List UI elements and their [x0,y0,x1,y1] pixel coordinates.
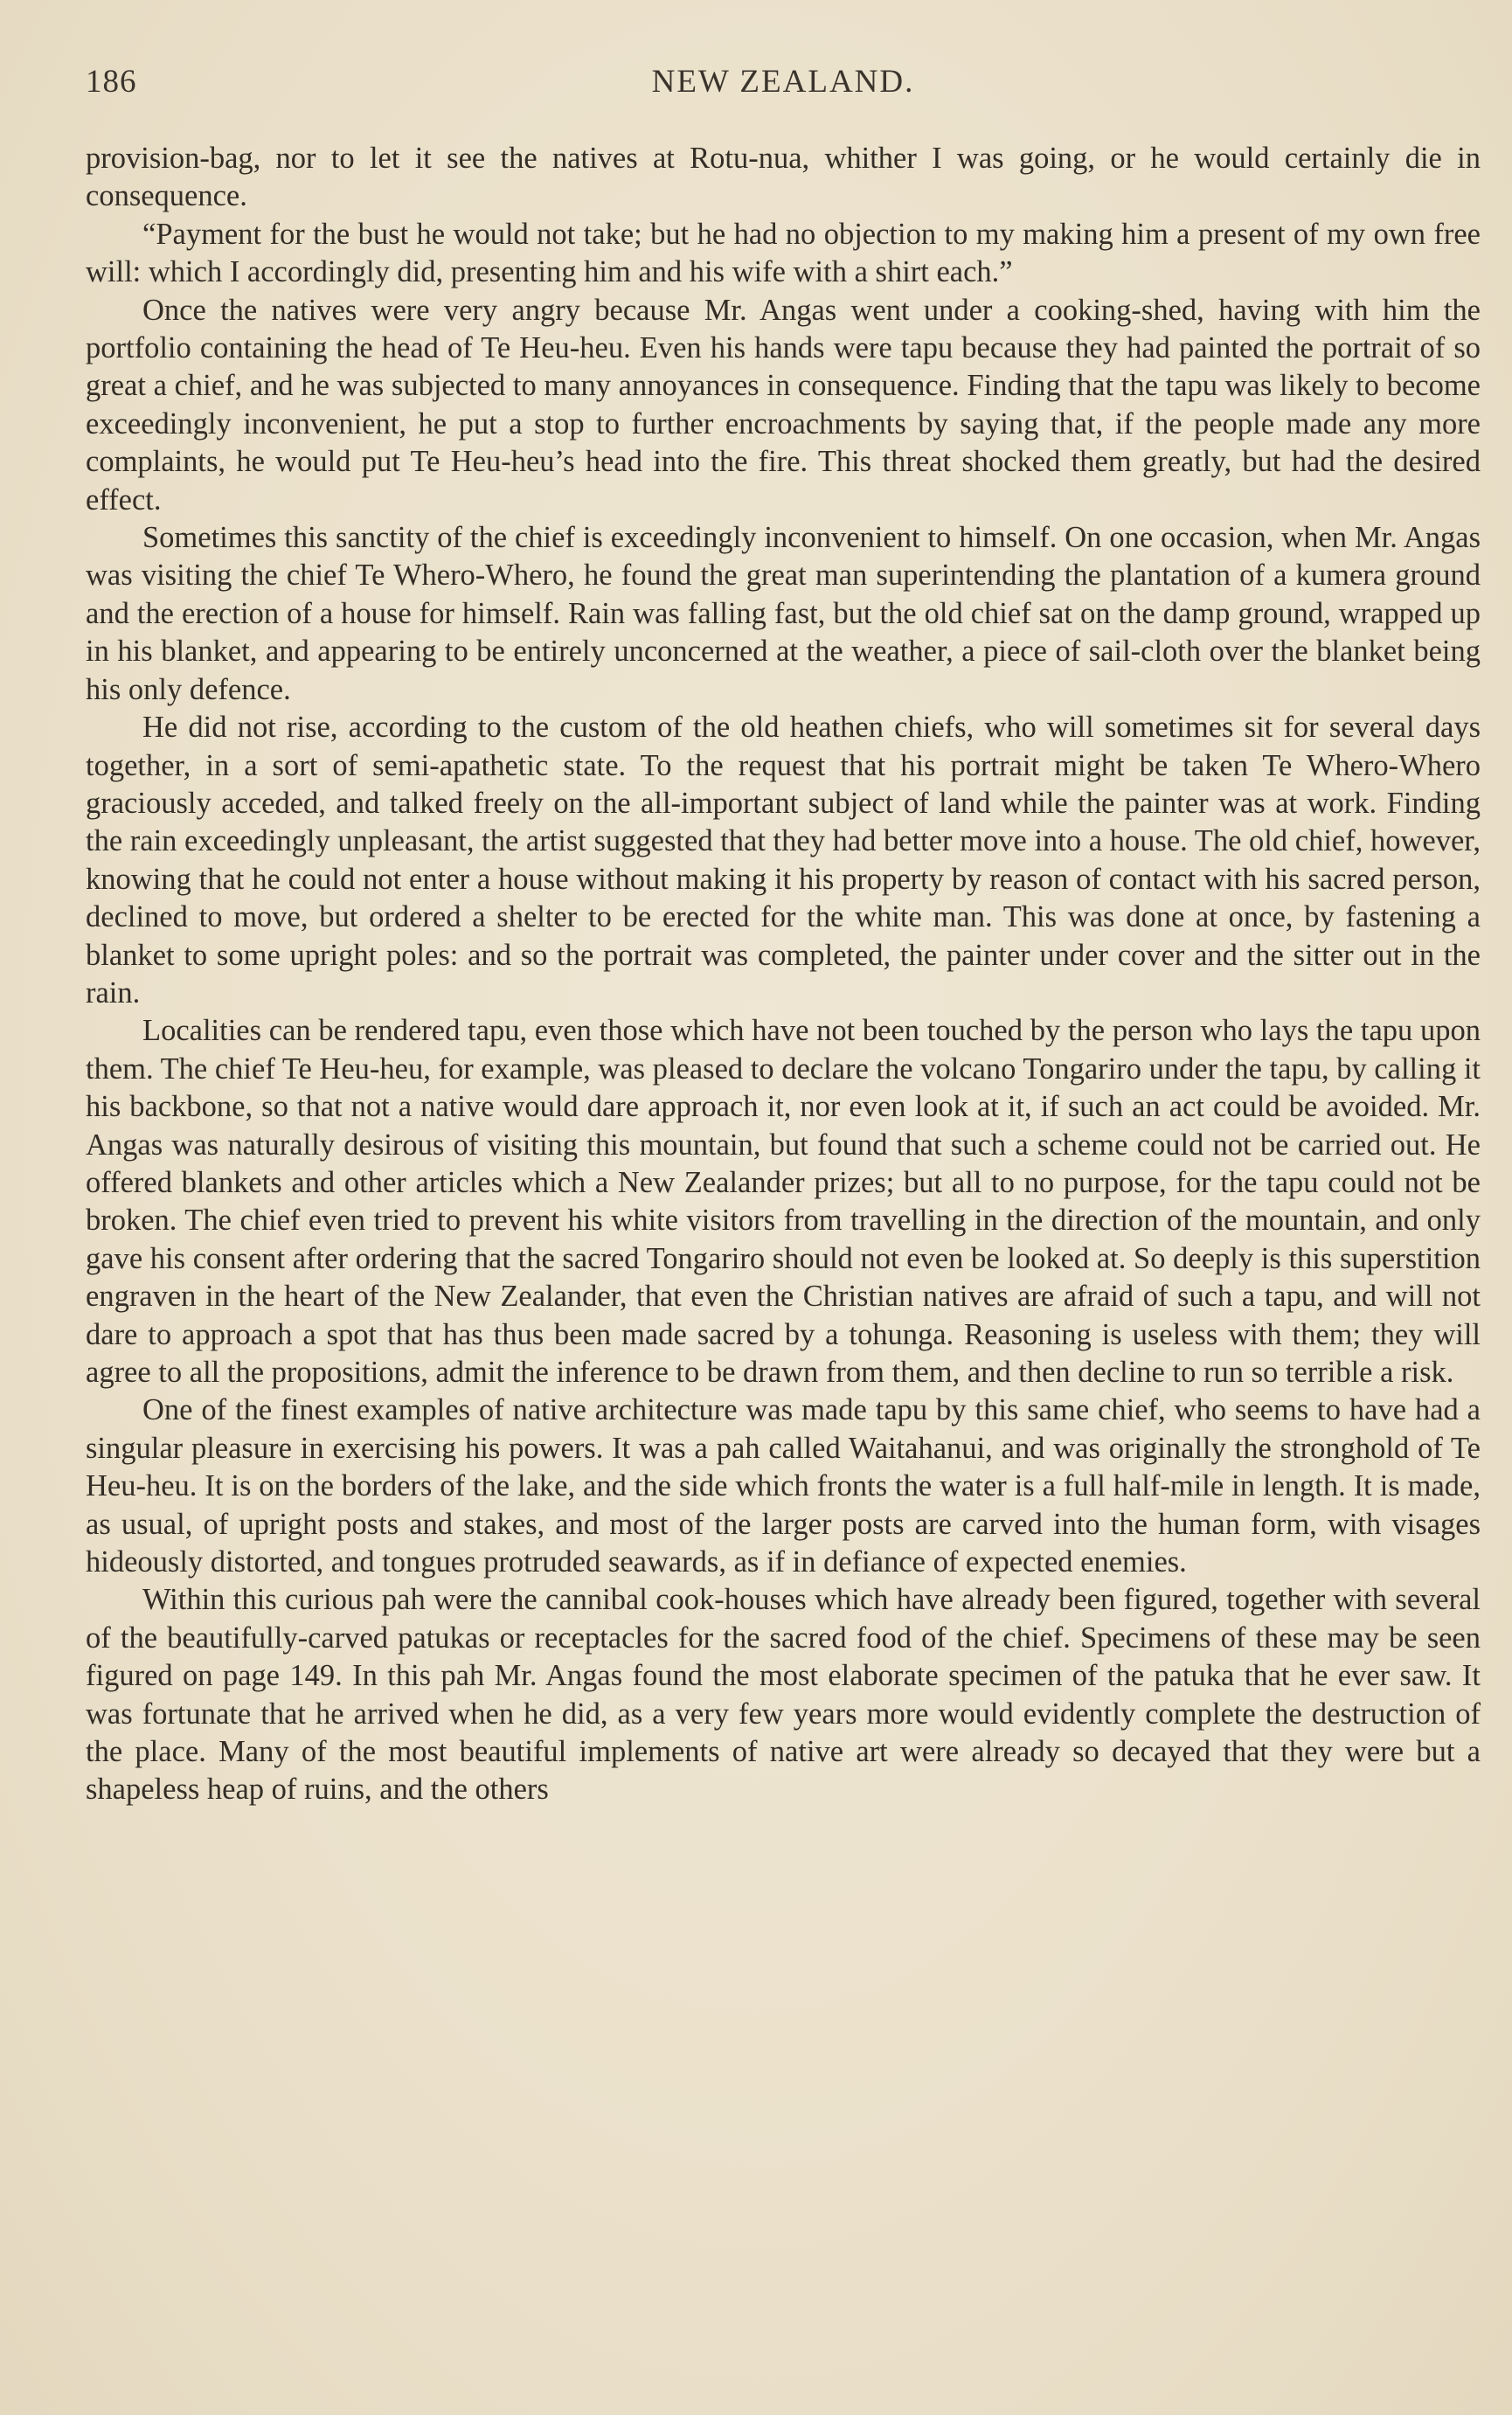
paragraph: Sometimes this sanctity of the chief is exceedingly inconvenient to himself. On one occasion, when Mr. Angas was visiting the chief Te Whero-Whero, he found the great man superintending the plantation of a kumera ground and the erection of a house for himself. Rain was falling fast, but the old chief sat on the damp ground, wrapped up in his blanket, and appearing to be entirely unconcerned at the weather, a piece of sail-cloth over the blanket being his only defence. [86,521,1481,706]
paragraph: Within this curious pah were the cannibal cook-houses which have already been figured, together with several of the beautifully-carved patukas or receptacles for the sacred food of the chief. Specimens of these may be seen figured on page 149. In this pah Mr. Angas found the most elaborate specimen of the patuka that he ever saw. It was fortunate that he arrived when he did, as a very few years more would evidently complete the destruction of the place. Many of the most beautiful implements of native art were already so decayed that they were but a shapeless heap of ruins, and the others [86,1583,1481,1807]
running-title: NEW ZEALAND. [651,64,915,100]
page-header [86,63,1481,115]
paragraph: Localities can be rendered tapu, even those which have not been touched by the person who lays the tapu upon them. The chief Te Heu-heu, for example, was pleased to declare the volcano Tongariro under the tapu, by calling it his backbone, so that not a native would dare approach it, nor even look at it, if such an act could be avoided. Mr. Angas was naturally desirous of visiting this mountain, but found that such a scheme could not be carried out. He offered blankets and other articles which a New Zealander prizes; but all to no purpose, for the tapu could not be broken. The chief even tried to prevent his white visitors from travelling in the direction of the mountain, and only gave his consent after ordering that the sacred Tongariro should not even be looked at. So deeply is this superstition engraven in the heart of the New Zealander, that even the Christian natives are afraid of such a tapu, and will not dare to approach a spot that has thus been made sacred by a tohunga. Reasoning is useless with them; they will agree to all the propositions, admit the inference to be drawn from them, and then decline to run so terrible a risk. [86,1014,1481,1389]
paragraph: He did not rise, according to the custom of the old heathen chiefs, who will sometimes sit for several days together, in a sort of semi-apathetic state. To the request that his portrait might be taken Te Whero-Whero graciously acceded, and talked freely on the all-important subject of land while the painter was at work. Finding the rain exceedingly unpleasant, the artist suggested that they had better move into a house. The old chief, however, knowing that he could not enter a house without making it his property by reason of contact with his sacred person, declined to move, but ordered a shelter to be erected for the white man. This was done at once, by fastening a blanket to some upright poles: and so the portrait was completed, the painter under cover and the sitter out in the rain. [86,711,1481,1010]
page-number: 186 [86,64,137,100]
body-text [86,140,1481,1809]
paragraph: Once the natives were very angry because Mr. Angas went under a cooking-shed, having with him the portfolio containing the head of Te Heu-heu. Even his hands were tapu because they had painted the portrait of so great a chief, and he was subjected to many annoyances in consequence. Finding that the tapu was likely to become exceedingly inconvenient, he put a stop to further encroachments by saying that, if the people made any more complaints, he would put Te Heu-heu’s head into the fire. This threat shocked them greatly, but had the desired effect. [86,293,1481,517]
paragraph: “Payment for the bust he would not take; but he had no objection to my making him a present of my own free will: which I accordingly did, presenting him and his wife with a shirt each.” [86,217,1481,289]
paragraph: provision-bag, nor to let it see the natives at Rotu-nua, whither I was going, or he would certainly die in consequence. [86,142,1481,213]
paragraph: One of the finest examples of native architecture was made tapu by this same chief, who seems to have had a singular pleasure in exercising his powers. It was a pah called Waitahanui, and was originally the stronghold of Te Heu-heu. It is on the borders of the lake, and the side which fronts the water is a full half-mile in length. It is made, as usual, of upright posts and stakes, and most of the larger posts are carved into the human form, with visages hideously distorted, and tongues protruded seawards, as if in defiance of expected enemies. [86,1393,1481,1579]
